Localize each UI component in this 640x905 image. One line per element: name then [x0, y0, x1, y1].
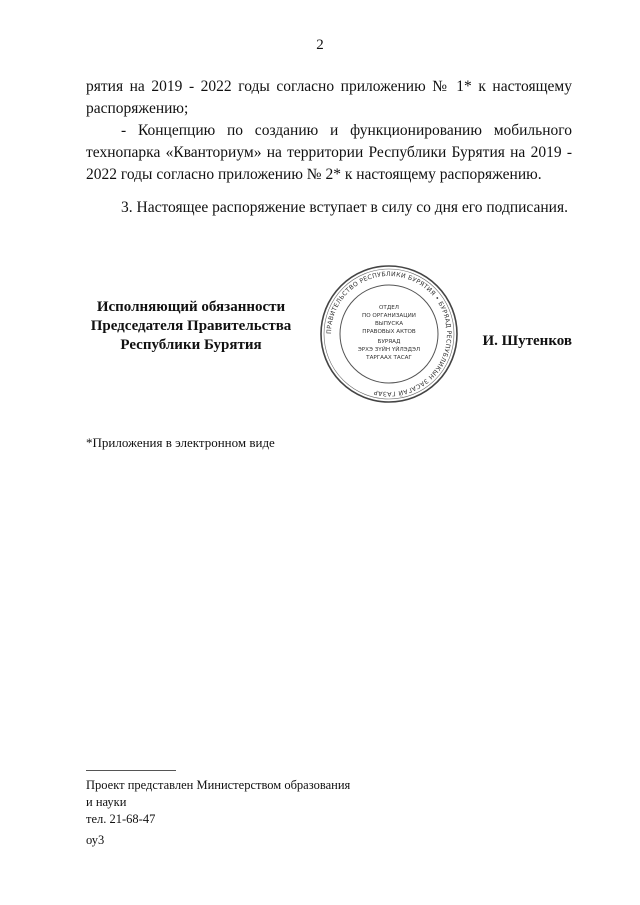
attachments-note: *Приложения в электронном виде [86, 435, 275, 450]
paragraph-3: 3. Настоящее распоряжение вступает в силу со дня его подписания. [121, 199, 568, 216]
signatory-title-line-1: Исполняющий обязанности [96, 299, 286, 315]
page-number: 2 [316, 37, 324, 53]
stamp-line-7: ТАРГААХ ТАСАГ [366, 355, 412, 361]
footer-info [86, 777, 350, 828]
paragraph-2: - Концепцию по созданию и функционированию мобильного технопарка «Кванториум» на территории Республики Бурятия на 2019 - 2022 годы согласно приложению № 2* к настоящему распоряжению. [86, 122, 572, 183]
signatory-title-line-2: Председателя Правительства [90, 318, 292, 334]
footer-line-1: Проект представлен Министерством образования [86, 778, 351, 792]
stamp-line-5: БУРЯАД [377, 339, 401, 345]
footer-divider [86, 770, 176, 771]
signatory-title-line-3: Республики Бурятия [120, 337, 262, 353]
stamp-line-2: ПО ОРГАНИЗАЦИИ [362, 313, 416, 319]
paragraph-1: рятия на 2019 - 2022 годы согласно приложению № 1* к настоящему распоряжению; [86, 78, 572, 117]
stamp-line-4: ПРАВОВЫХ АКТОВ [362, 329, 416, 335]
footer-line-2: и науки [86, 795, 127, 809]
signatory-title [86, 298, 296, 355]
signatory-name: И. Шутенков [482, 333, 572, 349]
stamp-line-1: ОТДЕЛ [379, 305, 399, 311]
document-code: оу3 [86, 833, 105, 847]
footer-phone: тел. 21-68-47 [86, 812, 156, 826]
stamp-ring-text: ПРАВИТЕЛЬСТВО РЕСПУБЛИКИ БУРЯТИЯ • БУРЯАД РЕСПУБЛИКЫН ЗАСАГАЙ ГАЗАР [325, 270, 453, 398]
stamp-line-3: ВЫПУСКА [374, 321, 404, 327]
stamp-line-6: ЭРХЭ ЗҮЙН ҮЙЛЭДЭЛ [357, 347, 421, 353]
official-stamp [318, 263, 460, 405]
